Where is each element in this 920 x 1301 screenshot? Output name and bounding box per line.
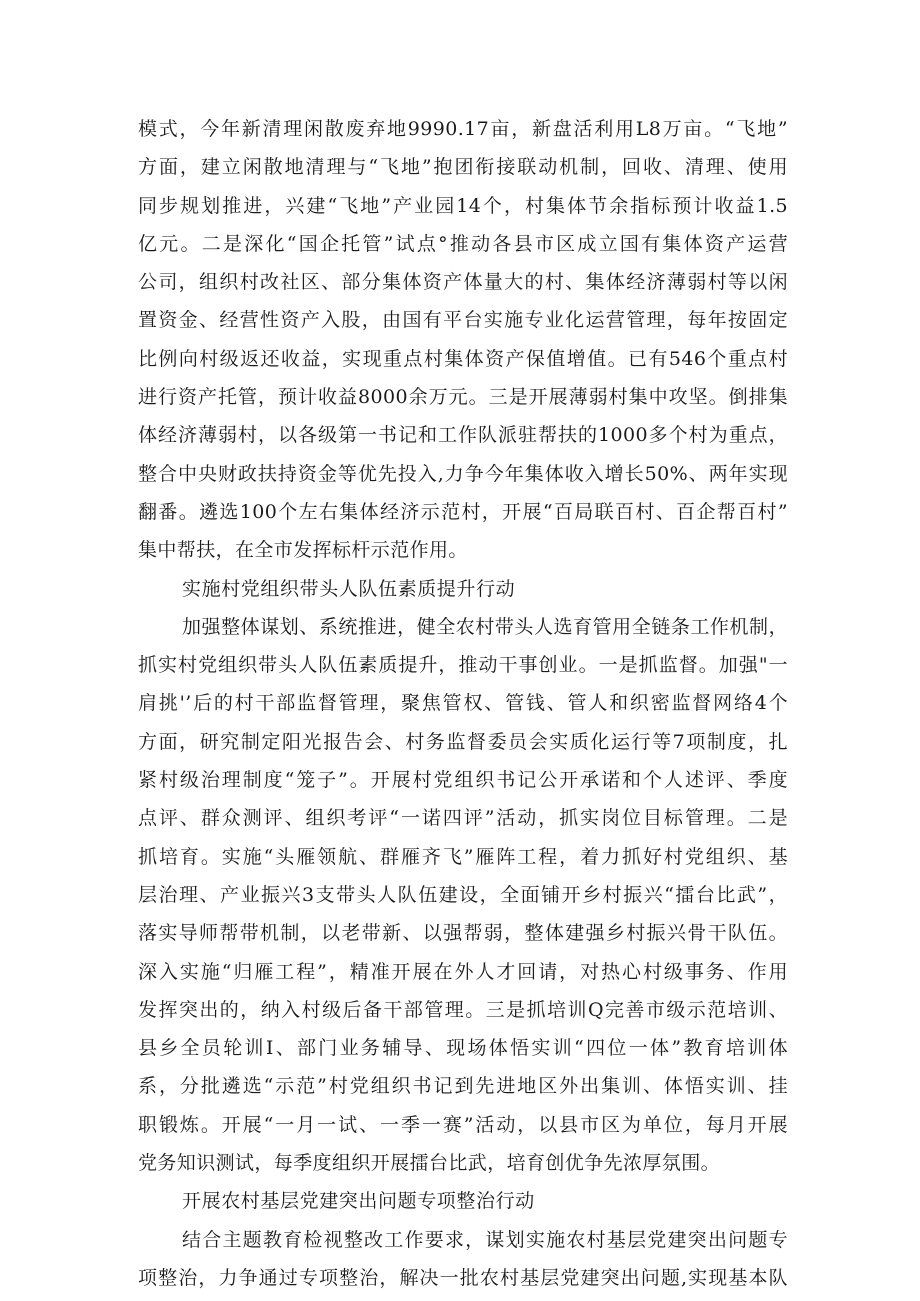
text-line: 深入实施“归雁工程”，精准开展在外人才回请，对热心村级事务、作用: [138, 960, 788, 983]
text-line: 公司，组织村改社区、部分集体资产体量大的村、集体经济薄弱村等以闲: [138, 271, 788, 294]
section-heading: 实施村党组织带头人队伍素质提升行动: [182, 577, 516, 600]
text-line: 置资金、经营性资产入股，由国有平台实施专业化运营管理，每年按固定: [138, 309, 788, 332]
text-line: 职锻炼。开展“一月一试、一季一赛”活动，以县市区为单位，每月开展: [138, 1113, 788, 1136]
paragraph-1: [138, 110, 788, 570]
text-line: 抓实村党组织带头人队伍素质提升，推动干事创业。一是抓监督。加强"一: [138, 654, 788, 677]
text-line: 同步规划推进，兴建“飞地”产业园14个，村集体节余指标预计收益1.5: [138, 194, 788, 217]
text-line: 比例向村级返还收益，实现重点村集体资产保值增值。已有546个重点村: [138, 347, 788, 370]
text-line: 县乡全员轮训I、部门业务辅导、现场体悟实训“四位一体”教育培训体: [138, 1037, 788, 1060]
text-line: 集中帮扶，在全市发挥标杆示范作用。: [138, 539, 468, 562]
text-line: 紧村级治理制度“笼子”。开展村党组织书记公开承诺和个人述评、季度: [138, 769, 788, 792]
text-line: 进行资产托管，预计收益8000余万元。三是开展薄弱村集中攻坚。倒排集: [138, 386, 788, 409]
text-line: 项整治，力争通过专项整治，解决一批农村基层党建突出问题,实现基本队: [138, 1266, 788, 1289]
text-line: 系，分批遴选“示范”村党组织书记到先进地区外出集训、体悟实训、挂: [138, 1075, 788, 1098]
text-line: 层治理、产业振兴3支带头人队伍建设，全面铺开乡村振兴“擂台比武”，: [138, 883, 788, 906]
text-line: 亿元。二是深化“国企托管”试点°推动各县市区成立国有集体资产运营: [138, 232, 788, 255]
text-line: 整合中央财政扶持资金等优先投入,力争今年集体收入增长50%、两年实现: [138, 462, 788, 485]
paragraph-3: [138, 1221, 788, 1298]
text-line: 发挥突出的，纳入村级后备干部管理。三是抓培训Q完善市级示范培训、: [138, 998, 788, 1021]
text-line: 方面，研究制定阳光报告会、村务监督委员会实质化运行等7项制度，扎: [138, 730, 788, 753]
text-line: 点评、群众测评、组织考评“一诺四评”活动，抓实岗位目标管理。二是: [138, 807, 788, 830]
text-line: 模式，今年新清理闲散废弃地9990.17亩，新盘活利用L8万亩。“飞地”: [138, 118, 788, 140]
text-line: 党务知识测试，每季度组织开展擂台比武，培育创优争先浓厚氛围。: [138, 1152, 721, 1175]
text-line: 体经济薄弱村，以各级第一书记和工作队派驻帮扶的1000多个村为重点，: [138, 424, 788, 447]
text-line: 加强整体谋划、系统推进，健全农村带头人选育管用全链条工作机制，: [182, 615, 788, 638]
text-line: 方面，建立闲散地清理与“飞地”抱团衔接联动机制，回收、清理、使用: [138, 156, 788, 179]
document-body: [138, 110, 788, 1297]
paragraph-2: [138, 608, 788, 1182]
text-line: 落实导师帮带机制，以老带新、以强帮弱，整体建强乡村振兴骨干队伍。: [138, 922, 788, 945]
text-line: 结合主题教育检视整改工作要求，谋划实施农村基层党建突出问题专: [182, 1228, 788, 1251]
text-line: 翻番。遴选100个左右集体经济示范村，开展“百局联百村、百企帮百村”: [138, 500, 788, 523]
text-line: 抓培育。实施“头雁领航、群雁齐飞”雁阵工程，着力抓好村党组织、基: [138, 845, 788, 868]
text-line: 肩挑'’后的村干部监督管理，聚焦管权、管钱、管人和织密监督网络4个: [138, 692, 788, 715]
section-heading: 开展农村基层党建突出问题专项整治行动: [182, 1190, 535, 1213]
